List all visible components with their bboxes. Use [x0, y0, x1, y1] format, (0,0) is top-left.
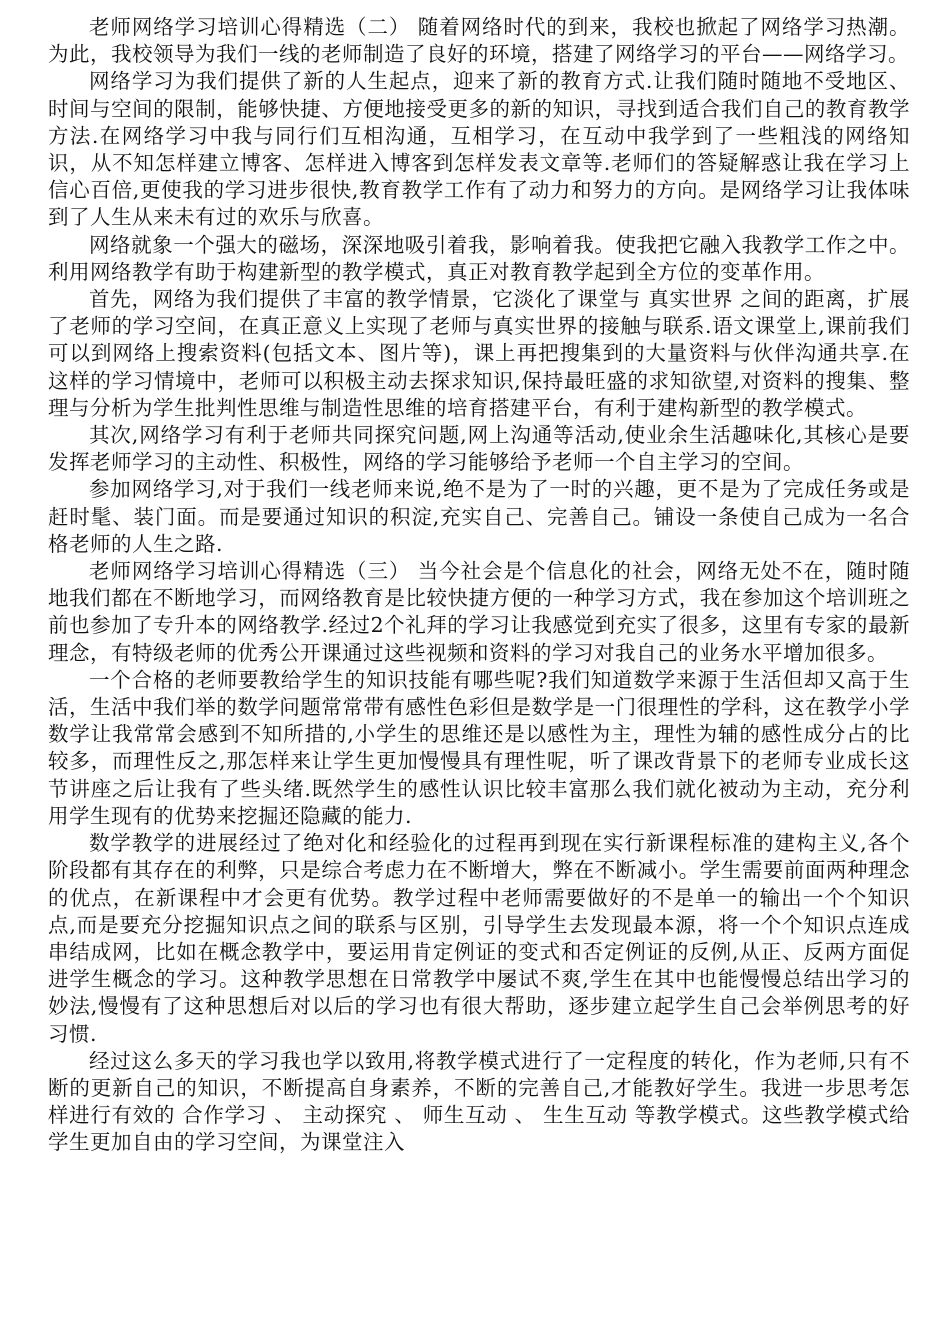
paragraph-5: 其次,网络学习有利于老师共同探究问题,网上沟通等活动,使业余生活趣味化,其核心是要发挥老师学习的主动性、积极性，网络的学习能够给予老师一个自主学习的空间。 [48, 423, 910, 475]
paragraph-1: 老师网络学习培训心得精选（二） 随着网络时代的到来，我校也掀起了网络学习热潮。为此，我校领导为我们一线的老师制造了良好的环境，搭建了网络学习的平台——网络学习。 [48, 15, 910, 67]
paragraph-3: 网络就象一个强大的磁场，深深地吸引着我，影响着我。使我把它融入我教学工作之中。利用网络教学有助于构建新型的教学模式，真正对教育教学起到全方位的变革作用。 [48, 232, 910, 284]
paragraph-9: 数学教学的进展经过了绝对化和经验化的过程再到现在实行新课程标准的建构主义,各个阶段都有其存在的利弊，只是综合考虑力在不断增大，弊在不断减小。学生需要前面两种理念的优点，在新课程中才会更有优势。教学过程中老师需要做好的不是单一的输出一个个知识点,而是要充分挖掘知识点之间的联系与区别，引导学生去发现最本源，将一个个知识点连成串结成网，比如在概念教学中，要运用肯定例证的变式和否定例证的反例,从正、反两方面促进学生概念的学习。这种教学思想在日常教学中屡试不爽,学生在其中也能慢慢总结出学习的妙法,慢慢有了这种思想后对以后的学习也有很大帮助，逐步建立起学生自己会举例思考的好习惯. [48, 831, 910, 1046]
paragraph-4: 首先，网络为我们提供了丰富的教学情景，它淡化了课堂与 真实世界 之间的距离，扩展了老师的学习空间，在真正意义上实现了老师与真实世界的接触与联系.语文课堂上,课前我们可以到网络上搜索资料(包括文本、图片等)，课上再把搜集到的大量资料与伙伴沟通共享.在这样的学习情境中，老师可以积极主动去探求知识,保持最旺盛的求知欲望,对资料的搜集、整理与分析为学生批判性思维与制造性思维的培育搭建平台，有利于建构新型的教学模式。 [48, 287, 910, 420]
paragraph-6: 参加网络学习,对于我们一线老师来说,绝不是为了一时的兴趣，更不是为了完成任务或是赶时髦、装门面。而是要通过知识的积淀,充实自己、完善自己。铺设一条使自己成为一名合格老师的人生之路. [48, 477, 910, 556]
paragraph-10: 经过这么多天的学习我也学以致用,将教学模式进行了一定程度的转化，作为老师,只有不断的更新自己的知识，不断提高自身素养，不断的完善自己,才能教好学生。我进一步思考怎样进行有效的 合作学习 、 主动探究 、 师生互动 、 生生互动 等教学模式。这些教学模式给学生更加自由的学习空间，为课堂注入 [48, 1048, 910, 1155]
paragraph-8: 一个合格的老师要教给学生的知识技能有哪些呢?我们知道数学来源于生活但却又高于生活，生活中我们举的数学问题常常带有感性色彩但是数学是一门很理性的学科，这在教学小学数学让我常常会感到不知所措的,小学生的思维还是以感性为主，理性为辅的感性成分占的比较多，而理性反之,那怎样来让学生更加慢慢具有理性呢，听了课改背景下的老师专业成长这节讲座之后让我有了些头绪.既然学生的感性认识比较丰富那么我们就化被动为主动，充分利用学生现有的优势来挖掘还隐藏的能力. [48, 667, 910, 828]
paragraph-2: 网络学习为我们提供了新的人生起点，迎来了新的教育方式.让我们随时随地不受地区、时间与空间的限制，能够快捷、方便地接受更多的新的知识，寻找到适合我们自己的教育教学方法.在网络学习中我与同行们互相沟通，互相学习，在互动中我学到了一些粗浅的网络知识，从不知怎样建立博客、怎样进入博客到怎样发表文章等.老师们的答疑解惑让我在学习上信心百倍,更使我的学习进步很快,教育教学工作有了动力和努力的方向。是网络学习让我体味到了人生从来未有过的欢乐与欣喜。 [48, 69, 910, 230]
paragraph-7: 老师网络学习培训心得精选（三） 当今社会是个信息化的社会，网络无处不在，随时随地我们都在不断地学习，而网络教育是比较快捷方便的一种学习方式，我在参加这个培训班之前也参加了专升本的网络教学.经过2个礼拜的学习让我感觉到充实了很多，这里有专家的最新理念，有特级老师的优秀公开课通过这些视频和资料的学习对我自己的业务水平增加很多。 [48, 559, 910, 665]
